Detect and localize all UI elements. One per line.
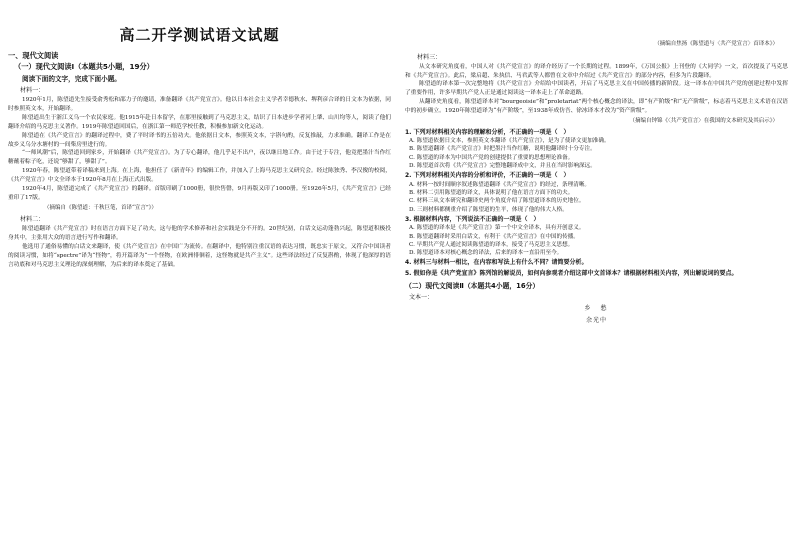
answer-option: B. 材料二引用陈望道的译文，具体说明了他在语言方面下的功夫。 [409,189,574,196]
left-column [8,0,391,560]
poem-title: 乡 愁 [584,305,609,313]
question-1 [405,129,788,171]
material1-label: 材料一： [20,87,45,94]
right-column [405,0,788,560]
part2-heading: （二）现代文阅读Ⅱ（本题共4小题，16分） [405,282,540,291]
reading-instruction: 阅读下面的文字，完成下面小题。 [22,75,121,83]
material2-paragraph: 陈望道翻译《共产党宣言》时在语言方面下足了功夫，这与他的学术修养和社会实践是分不开的。20世纪初，白话文运动蓬勃兴起，陈望道积极投身其中，主张用大众的语言进行写作和翻译。 [8,226,391,242]
material1-paragraph: “一师风潮”后，陈望道回到家乡，开始翻译《共产党宣言》。为了专心翻译，他几乎足不出户，夜以继日地工作。由于过于专注，他竟把墨汁当作红糖蘸着粽子吃，还说“够甜了，够甜了”。 [8,150,391,166]
material2-paragraph: 他选用了通俗易懂的白话文来翻译，使《共产党宣言》在中国广为流传。在翻译中，他特别注重汉语的表达习惯，既忠实于原文，又符合中国读者的阅读习惯，如将“spectre”译为“怪物”，将开篇译为“一个怪物，在欧洲徘徊着，这怪物就是共产主义”。这些译法经过了反复斟酌，体现了他深厚的语言功底和对马克思主义理论的深刻理解，为后来的译本奠定了基础。 [8,244,391,269]
question-stem: 1. 下列对材料相关内容的理解和分析，不正确的一项是（ ） [405,128,570,136]
question-stem: 3. 根据材料内容，下列说法不正确的一项是（ ） [405,215,540,223]
question-3 [405,216,788,258]
material1-paragraph: 陈望道出生于浙江义乌一个农民家庭。他1915年赴日本留学，在那里接触到了马克思主义，结识了日本进步学者河上肇、山川均等人，阅读了他们翻译介绍的马克思主义著作。1919年陈望道回国后，在浙江第一师范学校任教，积极参加新文化运动。 [8,114,391,130]
answer-option: C. 早期共产党人通过阅读陈望道的译本，接受了马克思主义思想。 [409,241,574,248]
answer-option: D. 三则材料都侧重介绍了陈望道的生平，体现了他的伟大人格。 [409,206,568,213]
question-2 [405,172,788,214]
answer-option: A. 材料一按时间顺序叙述陈望道翻译《共产党宣言》的经过，条理清晰。 [409,181,591,188]
section-heading: 一、现代文阅读 [8,51,59,60]
question-5: 5. 假如你是《共产党宣言》陈列馆的解说员，如何向参观者介绍这部中文首译本？请根据材料相关内容，列出解说词的要点。 [405,269,738,277]
material1-paragraph: 1920年1月，陈望道先生接受俞秀松和邵力子的邀请，准备翻译《共产党宣言》。他以日本社会主义学者幸德秋水、堺利彦合译的日文本为依据，同时参照英文本，开始翻译。 [8,97,391,112]
part1-heading: （一）现代文阅读Ⅰ（本题共5小题，19分） [14,62,154,71]
material2-source: （摘编自焦扬《陈望道与〈共产党宣言〉首译本》） [654,41,778,47]
question-4: 4. 材料三与材料一相比，在内容和写法上有什么不同？请简要分析。 [405,259,588,267]
material3-paragraph: 陈望道的译本第一次完整地将《共产党宣言》介绍给中国读者，开启了马克思主义在中国传播的新阶段。这一译本在中国共产党的创建过程中发挥了重要作用，许多早期共产党人正是通过阅读这一译本走上了革命道路。 [405,81,788,97]
material3-source: （摘编自钟锦《〈共产党宣言〉在我国的文本研究及其启示》） [629,118,778,125]
material2-label: 材料二： [20,216,45,224]
answer-option: B. 陈望道翻译时采用白话文，有利于《共产党宣言》在中国的传播。 [409,233,579,240]
poem-author: 余光中 [585,317,607,325]
material1-source: （摘编自《陈望道：千秋巨笔，首译“宣言”》） [44,204,157,211]
answer-option: C. 陈望道的译本为中国共产党的创建提供了重要的思想理论准备。 [409,154,574,161]
material3-paragraph: 从翻译史角度看，陈望道译本对“bourgeoisie”和“proletariat”两个核心概念的译法，即“有产阶级”和“无产阶级”，标志着马克思主义术语在汉语中的初步确立。1920年陈望道译为“有产阶级”，至1938年成仿吾、徐冰译本才改为“资产阶级”。 [405,99,788,115]
answer-option: D. 陈望道译本对核心概念的译法，后来的译本一直沿用至今。 [409,250,563,257]
answer-option: C. 材料三从文本研究和翻译史两个角度介绍了陈望道译本的历史地位。 [409,198,585,205]
answer-option: A. 陈望道依据日文本，参照英文本翻译《共产党宣言》，是为了使译文更加准确。 [409,138,610,145]
material3-paragraph: 从文本研究角度看，中国人对《共产党宣言》的译介经历了一个长期的过程。1899年，《万国公报》上刊登的《大同学》一文，首次提及了马克思和《共产党宣言》。此后，梁启超、朱执信、马君武等人都曾在文章中介绍过《共产党宣言》的部分内容，但多为片段翻译。 [405,63,788,79]
material1-paragraph: 陈望道在《共产党宣言》的翻译过程中，费了平时译书的五倍功夫。他依据日文本，参照英文本，字斟句酌，反复推敲，力求准确。翻译工作是在故乡义乌分水塘村的一间柴房里进行的。 [8,132,391,148]
exam-title: 高二开学测试语文试题 [119,26,280,44]
answer-option: A. 陈望道的译本是《共产党宣言》第一个中文全译本，具有开创意义。 [409,225,585,232]
question-stem: 2. 下列对材料相关内容的分析和评价，不正确的一项是（ ） [405,172,570,180]
text-one-label: 文本一： [409,294,434,302]
answer-option: B. 陈望道翻译《共产党宣言》时把墨汁当作红糖，说明他翻译时十分专注。 [409,146,596,153]
answer-option: D. 陈望道首次将《共产党宣言》完整地翻译成中文，并且在当时影响深远。 [409,162,596,169]
material1-paragraph: 1920年4月，陈望道完成了《共产党宣言》的翻译。首版印刷了1000册，很快售罄，9月再版又印了1000册。至1926年5月，《共产党宣言》已经重印了17版。 [8,186,391,201]
material3-label: 材料三： [417,53,442,61]
material1-paragraph: 1920年春，陈望道带着译稿来到上海。在上海，他担任了《新青年》的编辑工作，并加入了上海马克思主义研究会。经过陈独秀、李汉俊的校阅，《共产党宣言》中文全译本于1920年8月在上海正式出版。 [8,168,391,184]
